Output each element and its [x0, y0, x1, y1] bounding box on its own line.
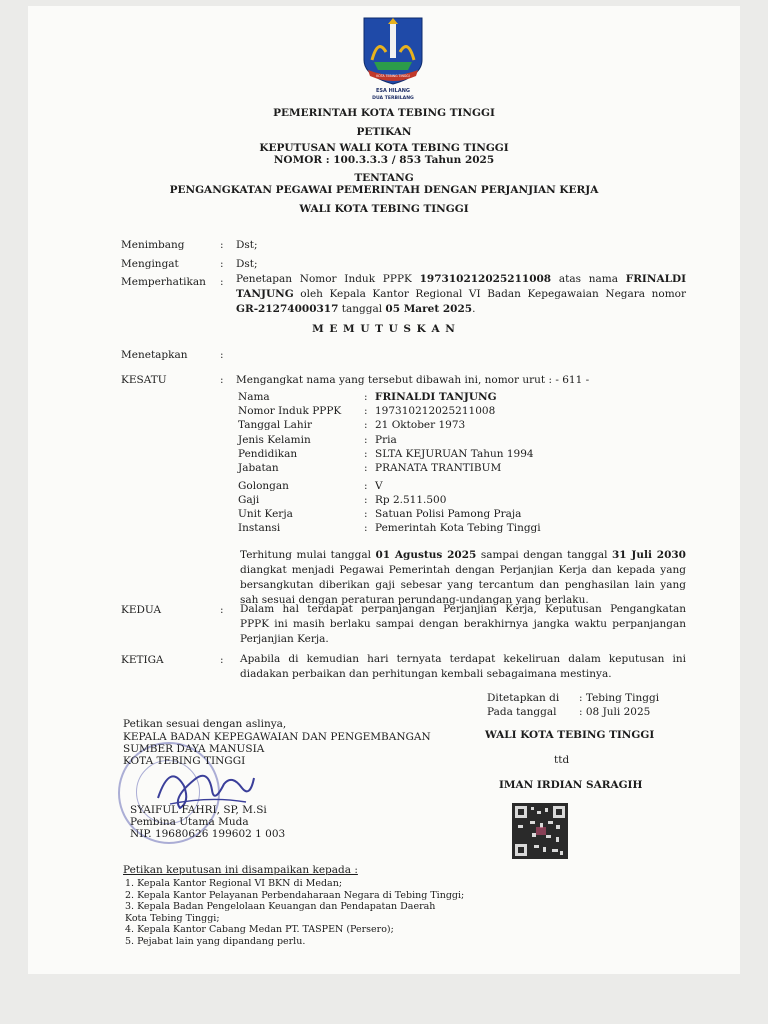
- ketiga-label: KETIGA: [121, 654, 164, 666]
- field-value: Satuan Polisi Pamong Praja: [375, 508, 522, 520]
- mengingat-label: Mengingat: [121, 258, 179, 270]
- gr-number: GR-21274000317: [236, 303, 339, 315]
- field-value: 197310212025211008: [375, 405, 496, 417]
- issued-place-label: Ditetapkan di: [487, 692, 560, 704]
- field-label: Golongan: [238, 480, 289, 492]
- text: diangkat menjadi Pegawai Pemerintah dengan Perjanjian Kerja dan kepada yang: [240, 564, 686, 576]
- colon: :: [220, 349, 224, 361]
- text: oleh Kepala Kantor Regional VI Badan Kepegawaian Negara nomor: [300, 288, 686, 300]
- certified-line2: KEPALA BADAN KEPEGAWAIAN DAN PENGEMBANGAN: [123, 731, 431, 743]
- qr-code-icon: [512, 803, 568, 859]
- end-date: 31 Juli 2030: [611, 549, 686, 561]
- distribution-item: 3. Kepala Badan Pengelolaan Keuangan dan Pendapatan Daerah: [125, 901, 436, 912]
- colon: :: [220, 276, 224, 288]
- colon: :: [364, 462, 368, 474]
- person-name: FRINALDI: [625, 273, 686, 285]
- header-subject: PENGANGKATAN PEGAWAI PEMERINTAH DENGAN PERJANJIAN KERJA: [169, 184, 599, 196]
- header-tentang: TENTANG: [354, 172, 414, 184]
- menetapkan-label: Menetapkan: [121, 349, 188, 361]
- field-label: Nomor Induk PPPK: [238, 405, 342, 417]
- field-value: FRINALDI TANJUNG: [375, 391, 497, 403]
- issued-date-value: : 08 Juli 2025: [579, 706, 651, 718]
- certifier-name: SYAIFUL FAHRI, SP, M.Si: [130, 804, 267, 816]
- menimbang-label: Menimbang: [121, 239, 185, 251]
- field-label: Pendidikan: [238, 448, 298, 460]
- colon: :: [364, 391, 368, 403]
- field-value: Rp 2.511.500: [375, 494, 447, 506]
- text: Terhitung mulai tanggal: [240, 549, 371, 561]
- certifier-rank: Pembina Utama Muda: [130, 816, 249, 828]
- colon: :: [364, 480, 368, 492]
- field-label: Jenis Kelamin: [238, 434, 311, 446]
- colon: :: [364, 434, 368, 446]
- kedua-paragraph: [240, 602, 686, 647]
- text: tanggal: [341, 303, 383, 315]
- ttd-mark: ttd: [554, 754, 570, 766]
- field-value: Pemerintah Kota Tebing Tinggi: [375, 522, 541, 534]
- colon: :: [220, 654, 224, 666]
- memperhatikan-label: Memperhatikan: [121, 276, 206, 288]
- svg-text:DUA TERBILANG: DUA TERBILANG: [372, 96, 414, 101]
- distribution-item: 2. Kepala Kantor Pelayanan Perbendaharaan Negara di Tebing Tinggi;: [125, 889, 465, 901]
- text: PPPK ini masih berlaku sampai dengan berakhirnya jangka waktu perpanjangan: [240, 618, 686, 630]
- header-decree: KEPUTUSAN WALI KOTA TEBING TINGGI: [259, 142, 509, 154]
- field-value: PRANATA TRANTIBUM: [375, 462, 502, 474]
- person-name: TANJUNG: [236, 288, 294, 300]
- header-official: WALI KOTA TEBING TINGGI: [299, 203, 469, 215]
- colon: :: [364, 448, 368, 460]
- colon: :: [364, 405, 368, 417]
- emblem-graphic: [358, 14, 428, 102]
- ketiga-paragraph: [240, 652, 686, 682]
- field-label: Instansi: [238, 522, 281, 534]
- colon: :: [364, 508, 368, 520]
- menimbang-value: Dst;: [236, 239, 258, 251]
- start-date: 01 Agustus 2025: [375, 549, 477, 561]
- certified-line1: Petikan sesuai dengan aslinya,: [123, 718, 287, 730]
- distribution-item: 1. Kepala Kantor Regional VI BKN di Medan;: [125, 878, 343, 889]
- colon: :: [364, 522, 368, 534]
- issued-date-label: Pada tanggal: [487, 706, 557, 718]
- text: .: [472, 303, 476, 315]
- mayor-title: WALI KOTA TEBING TINGGI: [485, 729, 655, 741]
- header-government: PEMERINTAH KOTA TEBING TINGGI: [273, 107, 495, 119]
- field-value: SLTA KEJURUAN Tahun 1994: [375, 448, 534, 460]
- certifier-nip: NIP. 19680626 199602 1 003: [130, 828, 286, 840]
- distribution-item: Kota Tebing Tinggi;: [125, 912, 220, 924]
- text: Dalam hal terdapat perpanjangan Perjanjian Kerja, Keputusan Pengangkatan: [240, 603, 686, 615]
- colon: :: [220, 258, 224, 270]
- field-label: Jabatan: [238, 462, 279, 474]
- field-label: Gaji: [238, 494, 260, 506]
- header-petikan: PETIKAN: [356, 126, 412, 138]
- field-value: V: [375, 480, 383, 492]
- svg-text:KOTA TEBING TINGGI: KOTA TEBING TINGGI: [376, 74, 410, 78]
- colon: :: [364, 494, 368, 506]
- nip-number: 197310212025211008: [419, 273, 552, 285]
- decides-heading: M E M U T U S K A N: [312, 323, 456, 335]
- kedua-label: KEDUA: [121, 604, 162, 616]
- mengingat-value: Dst;: [236, 258, 258, 270]
- city-emblem-logo: [358, 14, 428, 102]
- colon: :: [220, 604, 224, 616]
- kesatu-paragraph: [240, 548, 686, 608]
- gr-date: 05 Maret 2025: [385, 303, 473, 315]
- certified-line4: KOTA TEBING TINGGI: [123, 755, 246, 767]
- distribution-item: 5. Pejabat lain yang dipandang perlu.: [125, 935, 306, 947]
- field-value: 21 Oktober 1973: [375, 419, 466, 431]
- field-label: Unit Kerja: [238, 508, 293, 520]
- kesatu-label: KESATU: [121, 374, 167, 386]
- paragraph-last-line: sah sesuai dengan peraturan perundang-undangan yang berlaku.: [240, 594, 589, 606]
- paragraph-last-line: Perjanjian Kerja.: [240, 633, 329, 645]
- text: bersangkutan diberikan gaji sebesar yang tercantum dan penghasilan lain yang: [240, 579, 686, 591]
- text: sampai dengan tanggal: [480, 549, 608, 561]
- text: Apabila di kemudian hari ternyata terdapat kekeliruan dalam keputusan ini: [240, 653, 686, 665]
- mayor-name: IMAN IRDIAN SARAGIH: [499, 779, 643, 791]
- distribution-title: Petikan keputusan ini disampaikan kepada :: [123, 864, 358, 876]
- certified-line3: SUMBER DAYA MANUSIA: [123, 743, 265, 755]
- memperhatikan-paragraph: [236, 272, 686, 317]
- text: atas nama: [558, 273, 618, 285]
- field-label: Nama: [238, 391, 270, 403]
- colon: :: [220, 239, 224, 251]
- colon: :: [220, 374, 224, 386]
- header-number: NOMOR : 100.3.3.3 / 853 Tahun 2025: [273, 154, 495, 166]
- field-label: Tanggal Lahir: [238, 419, 312, 431]
- paragraph-last-line: [236, 302, 686, 317]
- text: Penetapan Nomor Induk PPPK: [236, 273, 412, 285]
- colon: :: [364, 419, 368, 431]
- field-value: Pria: [375, 434, 397, 446]
- distribution-item: 4. Kepala Kantor Cabang Medan PT. TASPEN (Persero);: [125, 924, 394, 935]
- kesatu-intro: Mengangkat nama yang tersebut dibawah ini, nomor urut : - 611 -: [236, 374, 590, 386]
- paragraph-last-line: diadakan perbaikan dan perhitungan kembali sebagaimana mestinya.: [240, 668, 612, 680]
- svg-text:ESA HILANG: ESA HILANG: [375, 88, 411, 94]
- issued-place-value: : Tebing Tinggi: [579, 692, 660, 704]
